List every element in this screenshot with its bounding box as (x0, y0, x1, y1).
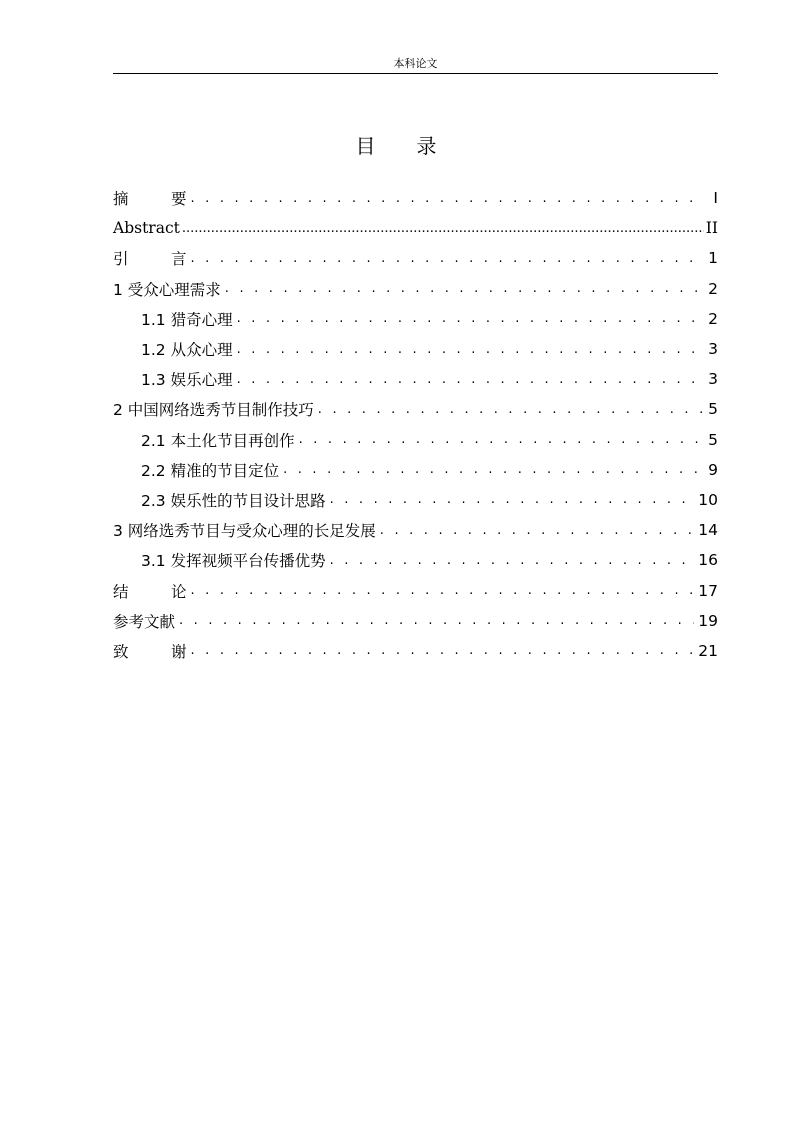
toc-entry-label: 1 受众心理需求 (113, 280, 221, 299)
toc-entry-label: 摘 要 (113, 190, 187, 209)
leader-dots (299, 432, 702, 447)
leader-dots (191, 191, 702, 206)
leader-dots (182, 221, 704, 236)
toc-entry-intro[interactable] (113, 243, 718, 273)
toc-entry-acknowledgements[interactable] (113, 636, 718, 666)
toc-entry-chapter-2[interactable] (113, 394, 718, 424)
leader-dots (237, 372, 702, 387)
toc-entry-section-2-1[interactable] (113, 425, 718, 455)
leader-dots (191, 583, 695, 598)
toc-entry-page: 2 (708, 309, 718, 328)
toc-entry-label: 2.3 娱乐性的节目设计思路 (141, 491, 326, 510)
leader-dots (237, 311, 702, 326)
leader-dots (237, 342, 702, 357)
toc-entry-section-2-3[interactable] (113, 485, 718, 515)
toc-entry-section-1-3[interactable] (113, 364, 718, 394)
toc-entry-page: 16 (698, 551, 718, 570)
toc-entry-page: 14 (698, 521, 718, 540)
toc-entry-label: 致 谢 (113, 642, 187, 661)
toc-entry-label: 3 网络选秀节目与受众心理的长足发展 (113, 522, 376, 541)
toc-entry-page: 2 (708, 279, 718, 298)
toc-entry-page: Ⅰ (713, 189, 718, 208)
toc-entry-page: 17 (698, 581, 718, 600)
toc-entry-chapter-3[interactable] (113, 515, 718, 545)
toc-entry-label: 3.1 发挥视频平台传播优势 (141, 552, 326, 571)
toc-entry-label: 结 论 (113, 582, 187, 601)
toc-entry-conclusion[interactable] (113, 575, 718, 605)
leader-dots (380, 523, 694, 538)
toc-title-char-1: 目 (355, 134, 377, 158)
toc-entry-label: 参考文献 (113, 612, 176, 631)
leader-dots (179, 613, 694, 628)
toc-title (0, 130, 793, 159)
toc-entry-label: 2 中国网络选秀节目制作技巧 (113, 401, 314, 420)
toc-entry-references[interactable] (113, 606, 718, 636)
leader-dots (283, 462, 702, 477)
toc-entry-label: 1.2 从众心理 (141, 341, 233, 360)
toc-entry-page: 21 (698, 641, 718, 660)
toc-entry-label: 2.2 精准的节目定位 (141, 461, 280, 480)
leader-dots (318, 402, 702, 417)
toc-entry-page: 3 (708, 340, 718, 359)
toc-entry-page: 3 (708, 370, 718, 389)
toc-entry-abstract-cn[interactable] (113, 183, 718, 213)
toc-entry-page: 1 (708, 249, 718, 268)
toc-entry-chapter-1[interactable] (113, 274, 718, 304)
leader-dots (330, 492, 695, 507)
toc-entry-label: 2.1 本土化节目再创作 (141, 431, 295, 450)
page-header: 本科论文 (393, 57, 438, 70)
header-rule (113, 73, 718, 74)
toc-entry-page: 19 (698, 611, 718, 630)
toc-entry-label: 1.1 猎奇心理 (141, 310, 233, 329)
toc-entry-page: 5 (708, 430, 718, 449)
toc-entry-page: II (705, 219, 718, 238)
leader-dots (191, 643, 695, 658)
toc-entry-label: Abstract (113, 219, 180, 238)
toc-entry-abstract-en[interactable] (113, 213, 718, 243)
leader-dots (191, 251, 702, 266)
toc-entry-label: 1.3 娱乐心理 (141, 371, 233, 390)
toc-entry-section-3-1[interactable] (113, 545, 718, 575)
toc-entry-label: 引 言 (113, 250, 187, 269)
toc-entry-page: 9 (708, 460, 718, 479)
table-of-contents (113, 183, 718, 666)
toc-entry-page: 5 (708, 400, 718, 419)
toc-entry-section-2-2[interactable] (113, 455, 718, 485)
toc-title-char-2: 录 (416, 134, 438, 158)
toc-entry-section-1-2[interactable] (113, 334, 718, 364)
leader-dots (330, 553, 695, 568)
toc-entry-page: 10 (698, 490, 718, 509)
leader-dots (225, 281, 702, 296)
toc-entry-section-1-1[interactable] (113, 304, 718, 334)
